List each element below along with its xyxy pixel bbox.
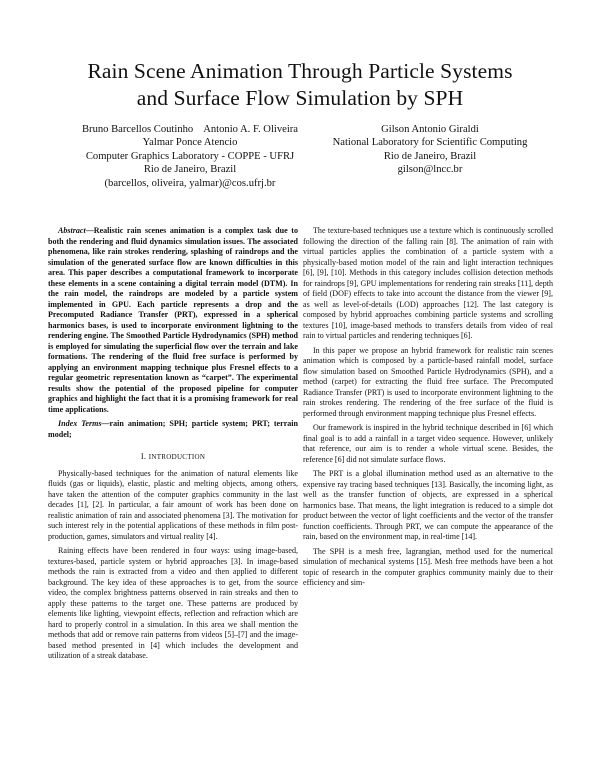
paper-title <box>30 58 570 112</box>
right-column <box>303 226 553 589</box>
author-affiliation-1: Computer Graphics Laboratory - COPPE - UFRJ <box>85 150 295 162</box>
author-email-2: gilson@lncc.br <box>397 164 463 176</box>
section-title: INTRODUCTION <box>148 453 206 461</box>
author-email-1: (barcellos, oliveira, yalmar)@cos.ufrj.br <box>104 177 276 189</box>
index-terms-text: —rain animation; SPH; particle system; PRT; terrain model; <box>48 419 298 439</box>
author-block-left <box>55 123 325 190</box>
author-name-2: Gilson Antonio Giraldi <box>381 124 479 135</box>
author-block-right <box>320 123 540 177</box>
index-terms-label: Index Terms <box>58 419 102 428</box>
body-paragraph-4: The PRT is a global illumination method used as an alternative to the expensive ray tracing based techniques [13]. Basically, the incoming light, as well as the transfer function of objects, are expressed in a spherical harmonics base. That means, the light integration is reduced to a simple dot product between the vector of light coefficients and the vector of the transfer function coefficients. Through PRT, we can compute the appearance of the rain, based on the environment map, in real-time [14]. <box>303 469 553 541</box>
body-paragraph-1: The texture-based techniques use a texture which is continuously scrolled following the direction of the falling rain [8]. The animation of rain with virtual particles applies the combination of a particle system with a physically-based motion model of the rain and light interaction techniques [6], [9], [10]. Methods in this category includes collision detection methods for raindrops [9], GPU implementations for rendering rain streaks [11], depth of field (DOF) effects to take into account the distance from the viewer [9], as well as level-of-details (LOD) approaches [12]. The last category is composed by hybrid approaches combining particle systems and scrolling textures [10], image-based methods to transfers details from video of real rain to virtual particles and rendering techniques [6]. <box>303 226 553 340</box>
abstract-label: Abstract <box>58 226 86 235</box>
body-paragraph-2: In this paper we propose an hybrid framework for realistic rain scenes animation which is composed by a particle-based rainfall model, surface flow simulation based on Smoothed Particle Hydrodynamics (SPH), and a method (carpet) for extracting the fluid free surface. The Precomputed Radiance Transfer (PRT) is used to incorporate environment lightning to the rain strokes rendering. The rendering of the free surface of the fluid is performed through environment mapping technique plus Fresnel effects. <box>303 345 553 418</box>
left-column <box>48 226 298 662</box>
author-affiliation-2: National Laboratory for Scientific Computing <box>332 137 528 149</box>
author-names-2: Yalmar Ponce Atencio <box>142 137 238 149</box>
abstract-text: —Realistic rain scenes animation is a complex task due to both the rendering and fluid dynamics simulation issues. The associated phenomena, like rain strokes rendering, splashing of raindrops and the simulation of the generated surface flow are known difficulties in this area. This paper describes a computational framework to incorporate these elements in a scene containing a digital terrain model (DTM). In the rain model, the raindrops are modeled by a particle system implemented in GPU. Each particle represents a drop and the Precomputed Radiance Transfer (PRT), expressed in a spherical harmonics bases, is used to incorporate environment lightning to the rendering engine. The Smoothed Particle Hydrodynamics (SPH) method is employed for simulating the superficial flow over the terrain and lake formations. The rendering of the fluid free surface is performed by applying an environment mapping technique plus Fresnel effects to a regular geometric representation known as “carpet”. The experimental results show the potential of the proposed pipeline for computer graphics and highlight the fact that it is a promising framework for real time applications. <box>48 226 298 414</box>
abstract <box>48 226 298 415</box>
title-line-2: and Surface Flow Simulation by SPH <box>136 86 464 110</box>
title-line-1: Rain Scene Animation Through Particle Systems <box>87 59 513 83</box>
author-location-2: Rio de Janeiro, Brazil <box>383 150 477 162</box>
index-terms <box>48 419 298 440</box>
author-location-1: Rio de Janeiro, Brazil <box>143 164 237 176</box>
body-paragraph-3: Our framework is inspired in the hybrid technique described in [6] which final goal is to add a rainfall in a target video sequence. However, unlikely that reference, our aim is to render a whole virtual scene. Besides, the reference [6] did not simulate surface flows. <box>303 423 553 464</box>
author-names-1: Bruno Barcellos Coutinho Antonio A. F. Oliveira <box>81 124 299 135</box>
section-number: I. <box>140 452 147 461</box>
intro-paragraph-1: Physically-based techniques for the animation of natural elements like fluids (gas or liquids), elastic, plastic and melting objects, among others, have taken the attention of the computer graphics community in the last decades [1], [2]. In particular, a fair amount of work has been done on realistic animation of rain and associated phenomena [3]. The motivation for such interest rely in the potential applications of these methods in film post-production, games, simulators and virtual reality [4]. <box>48 468 298 541</box>
section-heading <box>48 452 298 463</box>
intro-paragraph-2: Raining effects have been rendered in four ways: using image-based, textures-based, particle system or hybrid approaches [3]. In image-based methods the rain is extracted from a video and then applied to different background. The key idea of these approaches is to get, from the source video, the complex brightness patterns observed in rain streaks and then to apply these patterns to the target one. These patterns are produced by elements like lighting, viewpoint effects, reflection and refraction which are hard to properly control in a simulation. In this area we shall mention the methods that add or remove rain patterns from videos [5]–[7] and the image-based method presented in [4] which includes the development and utilization of a streak database. <box>48 546 298 660</box>
body-paragraph-5: The SPH is a mesh free, lagrangian, method used for the numerical simulation of mechanical systems [15]. Mesh free methods have been a hot topic of research in the computer graphics community mainly due to their efficiency and sim- <box>303 546 553 587</box>
